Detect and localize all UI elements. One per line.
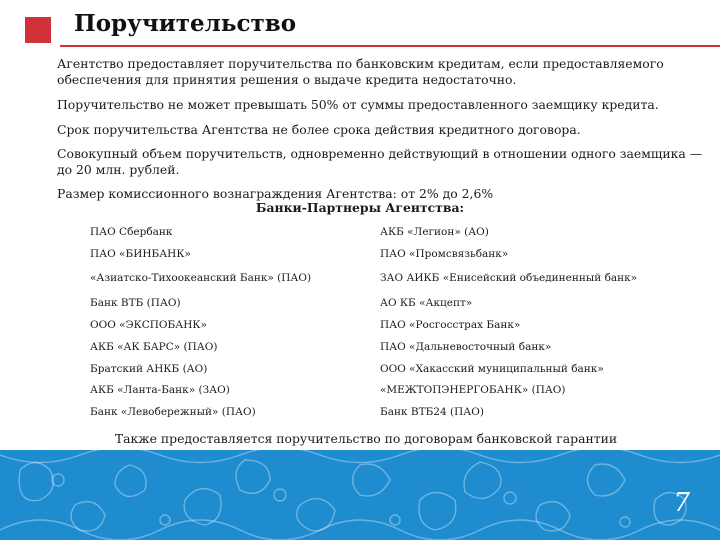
partner-bank: ООО «ЭКСПОБАНК» [90, 319, 207, 331]
decorative-footer-band [0, 450, 720, 540]
partner-bank: «МЕЖТОПЭНЕРГОБАНК» (ПАО) [380, 384, 566, 396]
partner-bank: Банк «Левобережный» (ПАО) [90, 406, 256, 418]
partner-bank: АО КБ «Акцепт» [380, 297, 473, 309]
footer-note: Также предоставляется поручительство по договорам банковской гарантии [114, 431, 618, 446]
logo-square [25, 17, 51, 43]
partner-bank: АКБ «АК БАРС» (ПАО) [90, 341, 218, 353]
paragraph-guarantee-term: Срок поручительства Агентства не более срока действия кредитного договора. [57, 122, 581, 137]
partner-bank: АКБ «Ланта-Банк» (ЗАО) [90, 384, 230, 396]
partner-bank: АКБ «Легион» (АО) [380, 226, 489, 238]
paragraph-guarantee-purpose: Агентство предоставляет поручительства по банковским кредитам, если предоставляемого обеспечения для принятия решения о выдаче кредита недостаточно. [57, 56, 664, 87]
partner-bank: ПАО «БИНБАНК» [90, 248, 191, 260]
partner-bank: ЗАО АИКБ «Енисейский объединенный банк» [380, 272, 638, 284]
partner-bank: ПАО «Дальневосточный банк» [380, 341, 552, 353]
partner-bank: Братский АНКБ (АО) [90, 363, 208, 375]
paragraph-total-volume: Совокупный объем поручительств, одновременно действующий в отношении одного заемщика — до 20 млн. рублей. [57, 146, 703, 177]
paragraph-guarantee-limit: Поручительство не может превышать 50% от суммы предоставленного заемщику кредита. [57, 97, 659, 112]
page-number: 7 [673, 488, 690, 518]
page-title: Поручительство [74, 10, 297, 37]
title-divider [60, 45, 720, 47]
partner-bank: «Азиатско-Тихоокеанский Банк» (ПАО) [90, 272, 312, 284]
partner-bank: Банк ВТБ (ПАО) [90, 297, 181, 309]
partner-bank: ПАО Сбербанк [90, 226, 173, 238]
partners-heading: Банки-Партнеры Агентства: [255, 200, 465, 215]
paragraph-commission: Размер комиссионного вознаграждения Агентства: от 2% до 2,6% [57, 186, 494, 201]
partner-bank: ООО «Хакасский муниципальный банк» [380, 363, 604, 375]
partner-bank: ПАО «Росгосстрах Банк» [380, 319, 521, 331]
partner-bank: ПАО «Промсвязьбанк» [380, 248, 509, 260]
partner-bank: Банк ВТБ24 (ПАО) [380, 406, 484, 418]
floral-pattern [0, 450, 720, 540]
